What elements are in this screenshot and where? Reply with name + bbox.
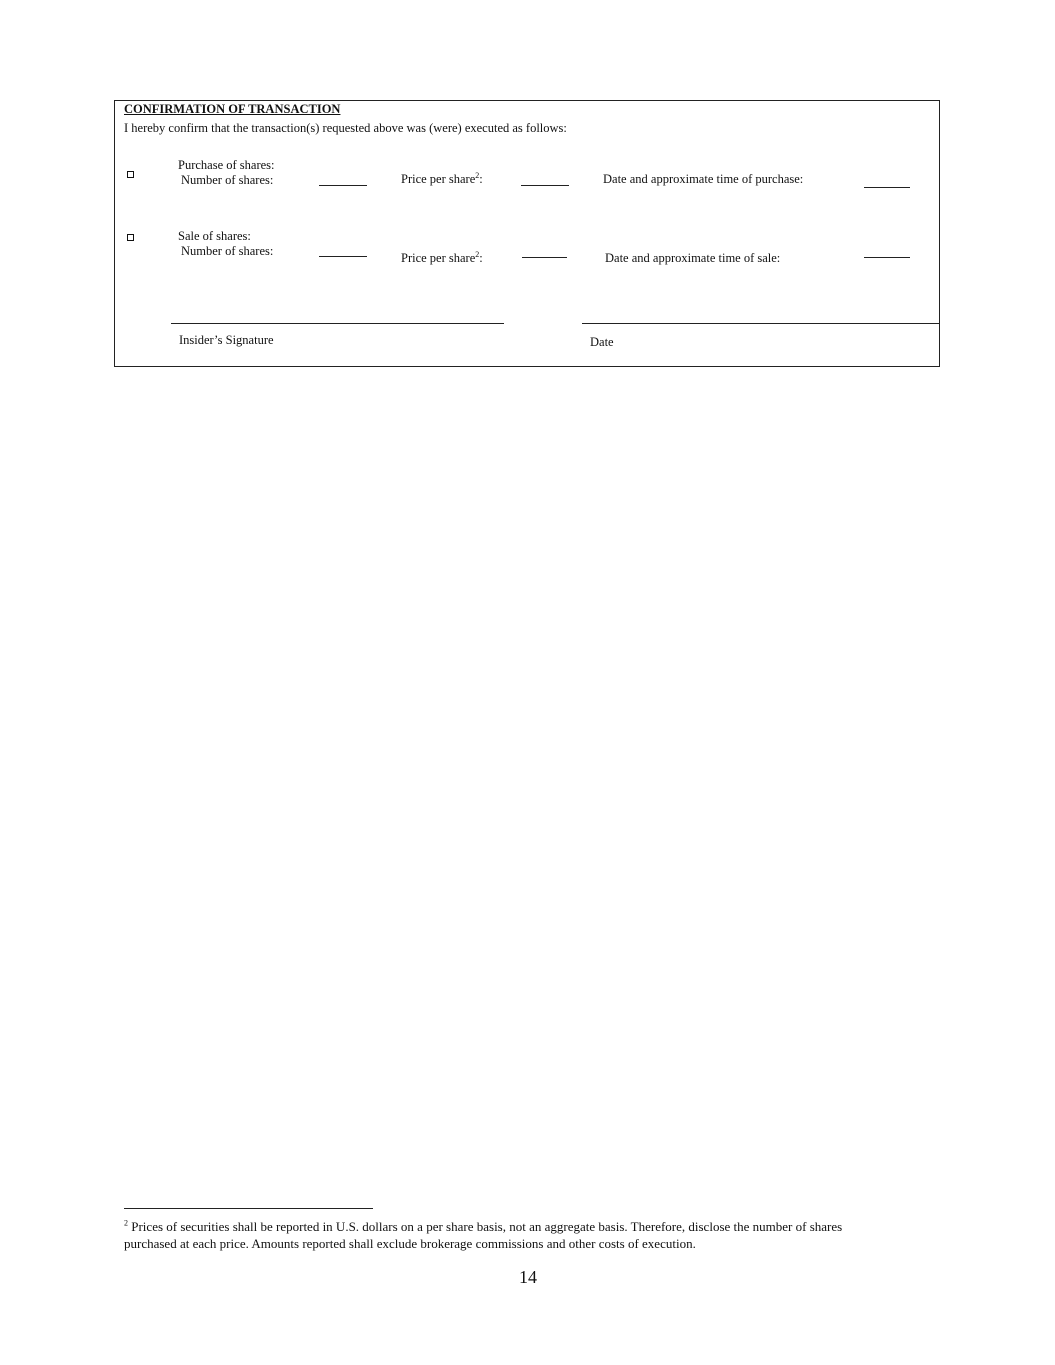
footnote-ref: 2 xyxy=(475,249,480,259)
footnote-line-2: purchased at each price. Amounts reported shall exclude brokerage commissions and other costs of execution. xyxy=(124,1236,696,1251)
confirmation-title: CONFIRMATION OF TRANSACTION xyxy=(124,102,341,116)
confirmation-intro: I hereby confirm that the transaction(s) requested above was (were) executed as follows: xyxy=(124,121,567,135)
purchase-price-label: Price per share$^2$: xyxy=(401,170,483,186)
sale-date-field[interactable] xyxy=(864,257,910,258)
page-number: 14 xyxy=(519,1267,537,1287)
purchase-checkbox[interactable] xyxy=(127,171,134,178)
purchase-number-label: Number of shares: xyxy=(181,173,274,187)
purchase-heading: Purchase of shares: xyxy=(178,158,275,172)
date-line[interactable] xyxy=(582,323,940,324)
sale-number-label: Number of shares: xyxy=(181,244,274,258)
sale-date-label: Date and approximate time of sale: xyxy=(605,251,781,265)
sale-price-label: Price per share$^2$: xyxy=(401,249,483,265)
date-label: Date xyxy=(590,335,614,349)
signature-label: Insider’s Signature xyxy=(179,333,274,347)
footnote-ref: 2 xyxy=(475,170,480,180)
purchase-price-field[interactable] xyxy=(521,185,569,186)
footnote-marker: 2 xyxy=(124,1218,128,1228)
signature-line[interactable] xyxy=(171,323,504,324)
sale-heading: Sale of shares: xyxy=(178,229,251,243)
purchase-number-field[interactable] xyxy=(319,185,367,186)
footnote-line-1: $^2$ Prices of securities shall be reported in U.S. dollars on a per share basis, not an aggregate basis. Therefore, disclose the number of shares xyxy=(124,1218,843,1234)
sale-number-field[interactable] xyxy=(319,256,367,257)
sale-price-field[interactable] xyxy=(522,257,567,258)
purchase-date-label: Date and approximate time of purchase: xyxy=(603,172,804,186)
footnote-separator xyxy=(124,1208,373,1209)
purchase-date-field[interactable] xyxy=(864,187,910,188)
sale-checkbox[interactable] xyxy=(127,234,134,241)
